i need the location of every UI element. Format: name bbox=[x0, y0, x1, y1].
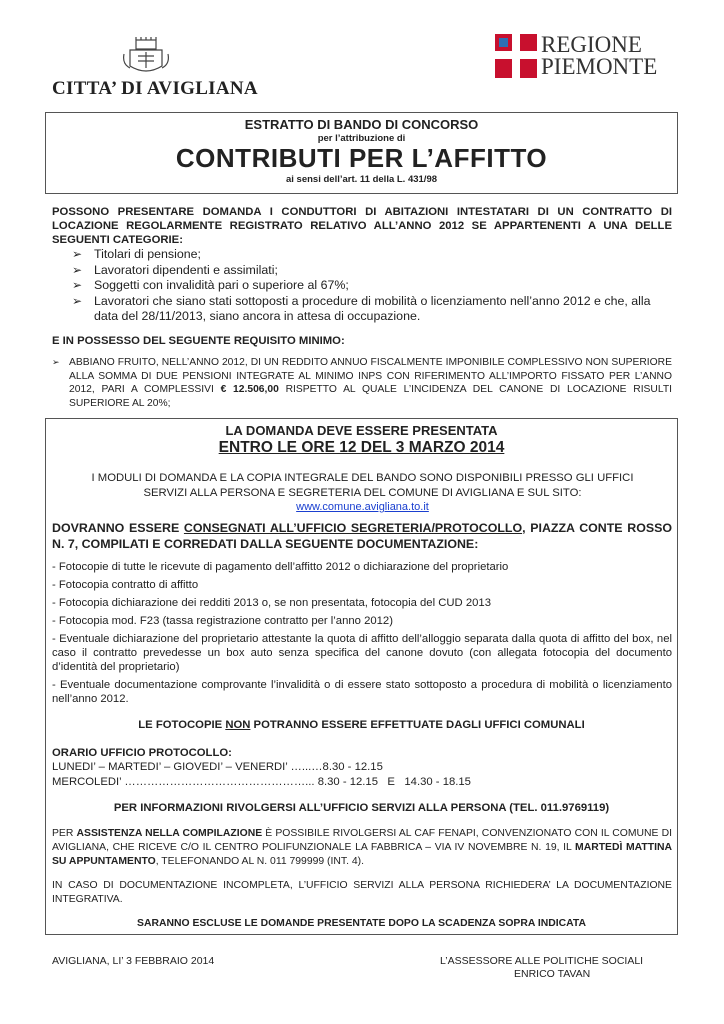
city-crest-icon bbox=[120, 36, 172, 76]
region-name bbox=[541, 34, 657, 78]
region-line-2: PIEMONTE bbox=[541, 54, 658, 79]
exclusion-notice: SARANNO ESCLUSE LE DOMANDE PRESENTATE DOPO LA SCADENZA SOPRA INDICATA bbox=[137, 918, 586, 929]
arrow-bullet-icon: ➢ bbox=[52, 357, 60, 367]
list-item: ➢ Soggetti con invalidità pari o superiore al 67%; bbox=[72, 278, 672, 294]
region-logo bbox=[495, 34, 675, 80]
requirement-text: ➢ ABBIANO FRUITO, NELL’ANNO 2012, DI UN REDDITO ANNUO FISCALMENTE IMPONIBILE COMPLESSIVO NON SUPERIORE ALLA SOMMA DI DUE PENSIONI INTEGRATE AL MINIMO INPS CON RIFERIMENTO ALL’IMPORTO FISSATO PER L’ANNO 2012, PARI A COMPLESSIVI € 12.506,00 RISPETTO AL QUALE L’INCIDENZA DEL CANONE DI LOCAZIONE RISULTI SUPERIORE AL 20%; bbox=[52, 357, 672, 409]
piemonte-flag-icon bbox=[495, 34, 537, 78]
list-item: - Fotocopie di tutte le ricevute di pagamento dell’affitto 2012 o dichiarazione del proprietario bbox=[52, 561, 509, 573]
signatory-name: ENRICO TAVAN bbox=[514, 968, 591, 980]
extract-subheading: per l’attribuzione di bbox=[317, 133, 406, 144]
extract-heading: ESTRATTO DI BANDO DI CONCORSO bbox=[244, 117, 479, 132]
assistance-info: PER ASSISTENZA NELLA COMPILAZIONE È POSSIBILE RIVOLGERSI AL CAF FENAPI, CONVENZIONATO CON IL COMUNE DI AVIGLIANA, CHE RICEVE C/O IL CENTRO POLIFUNZIONALE LA FABBRICA – VIA IV NOVEMBRE N. 19, IL MARTEDÌ MATTINA SU APPUNTAMENTO, TELEFONANDO AL N. 011 799999 (INT. 4). bbox=[52, 828, 672, 867]
region-line-1: REGIONE bbox=[541, 32, 642, 57]
photocopy-notice: LE FOTOCOPIE NON POTRANNO ESSERE EFFETTUATE DAGLI UFFICI COMUNALI bbox=[138, 719, 585, 731]
delivery-instructions: DOVRANNO ESSERE CONSEGNATI ALL’UFFICIO SEGRETERIA/PROTOCOLLO, PIAZZA CONTE ROSSO N. 7, COMPILATI E CORREDATI DALLA SEGUENTE DOCUMENTAZIONE: bbox=[52, 521, 673, 551]
page-title: CONTRIBUTI PER L’AFFITTO bbox=[175, 143, 548, 173]
office-hours-line: MERCOLEDI’ …………………………………………... 8.30 - 12.15 E 14.30 - 18.15 bbox=[52, 776, 471, 788]
deadline-heading: LA DOMANDA DEVE ESSERE PRESENTATA bbox=[225, 423, 498, 438]
list-item: ➢ Titolari di pensione; bbox=[72, 247, 672, 263]
incomplete-docs-notice: IN CASO DI DOCUMENTAZIONE INCOMPLETA, L’UFFICIO SERVIZI ALLA PERSONA RICHIEDERA’ LA DOCUMENTAZIONE INTEGRATIVA. bbox=[52, 880, 672, 905]
modules-info: I MODULI DI DOMANDA E LA COPIA INTEGRALE DEL BANDO SONO DISPONIBILI PRESSO GLI UFFICI SERVIZI ALLA PERSONA E SEGRETERIA DEL COMUNE DI AVIGLIANA E SUL SITO: www.comune.avigliana.to.it bbox=[91, 472, 634, 513]
website-link[interactable]: www.comune.avigliana.to.it bbox=[296, 501, 429, 513]
office-hours-heading: ORARIO UFFICIO PROTOCOLLO: bbox=[52, 747, 232, 759]
law-reference: ai sensi dell’art. 11 della L. 431/98 bbox=[285, 174, 438, 185]
title-box bbox=[45, 112, 678, 194]
list-item: - Fotocopia contratto di affitto bbox=[52, 579, 199, 591]
income-amount: € 12.506,00 bbox=[220, 384, 279, 396]
eligibility-intro: POSSONO PRESENTARE DOMANDA I CONDUTTORI DI ABITAZIONI INTESTATARI DI UN CONTRATTO DI LOCAZIONE REGOLARMENTE REGISTRATO RELATIVO ALL’ANNO 2012 SE APPARTENENTI A UNA DELLE SEGUENTI CATEGORIE: bbox=[52, 206, 672, 246]
documents-list bbox=[52, 560, 672, 710]
list-item: - Eventuale dichiarazione del proprietario attestante la quota di affitto dell’alloggio separata dalla quota di affitto del box, nel caso il contratto prevedesse un box auto senza specifica del canone dovuto (con allegata fotocopia del documento d’identità del proprietario) bbox=[52, 633, 672, 673]
contact-info: PER INFORMAZIONI RIVOLGERSI ALL’UFFICIO SERVIZI ALLA PERSONA (TEL. 011.9769119) bbox=[113, 802, 610, 814]
place-date: AVIGLIANA, LI’ 3 FEBBRAIO 2014 bbox=[52, 955, 215, 967]
list-item: ➢ Lavoratori dipendenti e assimilati; bbox=[72, 263, 672, 279]
signatory-role: L’ASSESSORE ALLE POLITICHE SOCIALI bbox=[440, 955, 644, 967]
list-item: ➢ Lavoratori che siano stati sottoposti a procedure di mobilità o licenziamento nell’anno 2012 e che, alla data del 28/11/2013, siano ancora in attesa di occupazione. bbox=[72, 294, 672, 325]
list-item: - Fotocopia dichiarazione dei redditi 2013 o, se non presentata, fotocopia del CUD 2013 bbox=[52, 597, 491, 609]
application-box bbox=[45, 418, 678, 935]
list-item: - Eventuale documentazione comprovante l’invalidità o di essere stato sottoposto a procedura di mobilità o licenziamento nell’anno 2012. bbox=[52, 679, 672, 705]
requirement-heading: E IN POSSESSO DEL SEGUENTE REQUISITO MINIMO: bbox=[52, 335, 345, 347]
city-name: CITTA’ DI AVIGLIANA bbox=[52, 78, 258, 99]
office-hours-line: LUNEDI’ – MARTEDI’ – GIOVEDI’ – VENERDI’ …...…8.30 - 12.15 bbox=[52, 761, 383, 773]
category-list bbox=[72, 247, 672, 325]
deadline-date: ENTRO LE ORE 12 DEL 3 MARZO 2014 bbox=[218, 439, 505, 456]
list-item: - Fotocopia mod. F23 (tassa registrazione contratto per l’anno 2012) bbox=[52, 615, 393, 627]
